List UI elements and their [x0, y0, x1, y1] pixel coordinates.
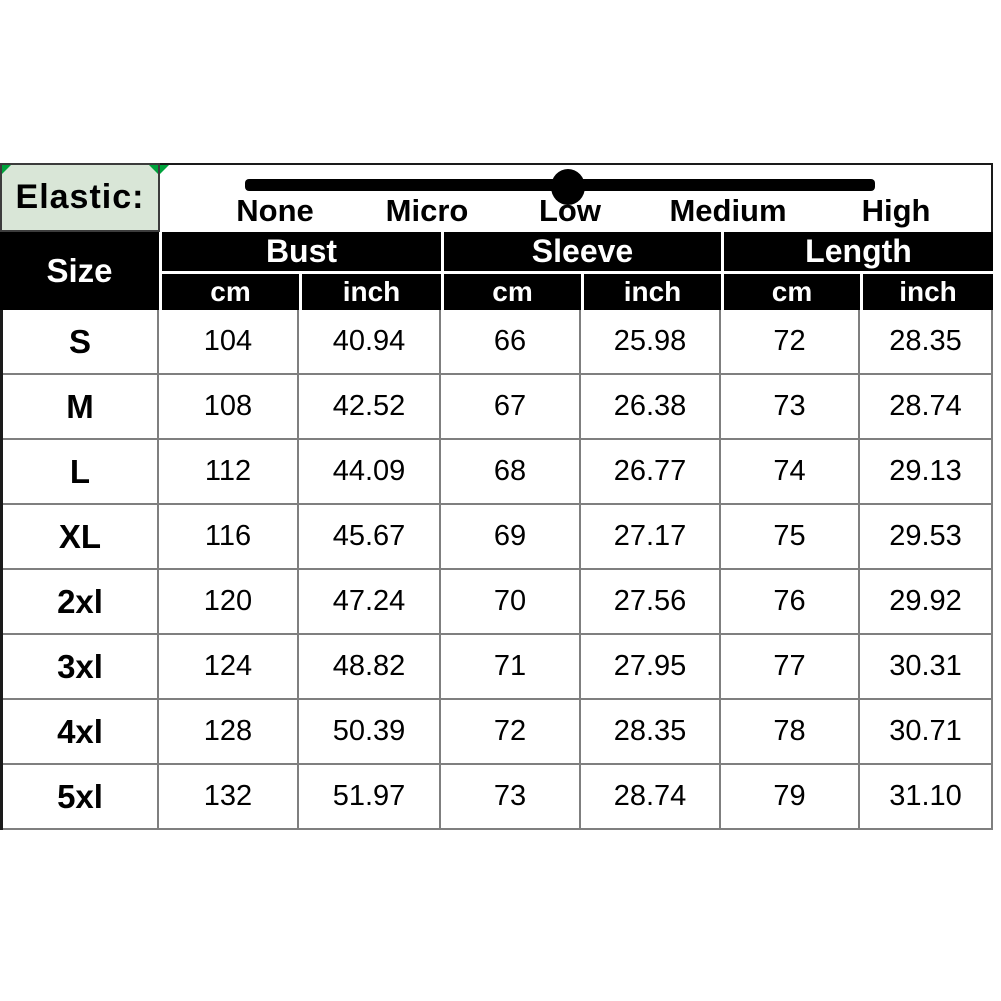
header-length: Length — [721, 232, 993, 274]
measurement-value: 28.35 — [581, 700, 721, 765]
elastic-label-cell — [0, 163, 160, 232]
size-label: S — [3, 310, 159, 375]
measurement-value: 26.38 — [581, 375, 721, 440]
measurement-value: 40.94 — [299, 310, 441, 375]
measurement-value: 74 — [721, 440, 860, 505]
measurement-value: 29.53 — [860, 505, 993, 570]
measurement-value: 27.95 — [581, 635, 721, 700]
measurement-value: 70 — [441, 570, 581, 635]
measurement-value: 72 — [441, 700, 581, 765]
measurement-value: 45.67 — [299, 505, 441, 570]
measurement-value: 73 — [721, 375, 860, 440]
measurement-value: 42.52 — [299, 375, 441, 440]
measurement-value: 31.10 — [860, 765, 993, 830]
elastic-level-medium: Medium — [669, 193, 787, 228]
measurement-value: 29.13 — [860, 440, 993, 505]
measurement-value: 75 — [721, 505, 860, 570]
header-bust-inch: inch — [299, 274, 441, 310]
measurement-value: 27.17 — [581, 505, 721, 570]
size-label: 3xl — [3, 635, 159, 700]
measurement-value: 26.77 — [581, 440, 721, 505]
measurement-value: 112 — [159, 440, 299, 505]
measurement-value: 68 — [441, 440, 581, 505]
measurement-value: 116 — [159, 505, 299, 570]
measurement-value: 30.71 — [860, 700, 993, 765]
size-label: 4xl — [3, 700, 159, 765]
size-label: L — [3, 440, 159, 505]
measurement-value: 28.35 — [860, 310, 993, 375]
elastic-label: Elastic: — [15, 178, 145, 216]
table-header — [0, 232, 993, 310]
measurement-value: 69 — [441, 505, 581, 570]
corner-mark-icon — [160, 165, 169, 174]
measurement-value: 44.09 — [299, 440, 441, 505]
measurement-value: 73 — [441, 765, 581, 830]
measurement-value: 124 — [159, 635, 299, 700]
measurement-value: 28.74 — [581, 765, 721, 830]
header-sleeve: Sleeve — [441, 232, 721, 274]
elastic-level-low: Low — [539, 193, 601, 228]
size-label: XL — [3, 505, 159, 570]
measurement-value: 67 — [441, 375, 581, 440]
measurement-value: 120 — [159, 570, 299, 635]
measurement-value: 51.97 — [299, 765, 441, 830]
measurement-value: 108 — [159, 375, 299, 440]
measurement-value: 79 — [721, 765, 860, 830]
elastic-level-high: High — [861, 193, 931, 228]
header-size: Size — [46, 252, 113, 289]
measurement-value: 78 — [721, 700, 860, 765]
measurement-value: 71 — [441, 635, 581, 700]
size-label: 5xl — [3, 765, 159, 830]
measurement-value: 47.24 — [299, 570, 441, 635]
table-body — [0, 310, 993, 830]
measurement-value: 30.31 — [860, 635, 993, 700]
header-length-inch: inch — [860, 274, 993, 310]
header-bust: Bust — [159, 232, 441, 274]
measurement-value: 66 — [441, 310, 581, 375]
measurement-value: 104 — [159, 310, 299, 375]
measurement-value: 77 — [721, 635, 860, 700]
measurement-value: 50.39 — [299, 700, 441, 765]
measurement-value: 72 — [721, 310, 860, 375]
corner-mark-icon — [149, 165, 158, 174]
header-length-cm: cm — [721, 274, 860, 310]
measurement-value: 76 — [721, 570, 860, 635]
elastic-level-none: None — [236, 193, 314, 228]
size-label: M — [3, 375, 159, 440]
measurement-value: 48.82 — [299, 635, 441, 700]
measurement-value: 28.74 — [860, 375, 993, 440]
measurement-value: 132 — [159, 765, 299, 830]
measurement-value: 27.56 — [581, 570, 721, 635]
size-label: 2xl — [3, 570, 159, 635]
measurement-value: 128 — [159, 700, 299, 765]
header-sleeve-cm: cm — [441, 274, 581, 310]
corner-mark-icon — [2, 165, 11, 174]
measurement-value: 25.98 — [581, 310, 721, 375]
header-bust-cm: cm — [159, 274, 299, 310]
elastic-slider-cell — [160, 163, 993, 232]
elastic-level-micro: Micro — [385, 193, 469, 228]
header-sleeve-inch: inch — [581, 274, 721, 310]
measurement-value: 29.92 — [860, 570, 993, 635]
